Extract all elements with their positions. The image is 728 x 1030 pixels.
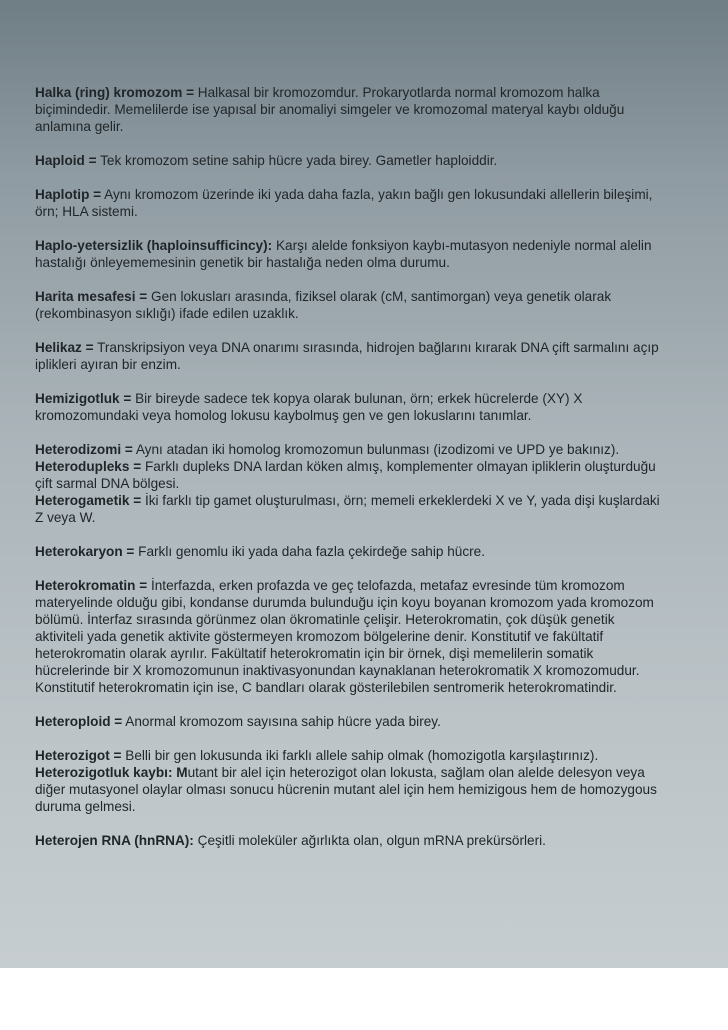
glossary-entry <box>35 339 660 373</box>
glossary-definition: Halkasal bir kromozomdur. Prokaryotlarda normal kromozom halka biçimindedir. Memelilerde ise yapısal bir anomaliyi simgeler ve kromozomal materyal kaybı olduğu anlamına gelir. <box>35 85 625 134</box>
glossary-definition: Tek kromozom setine sahip hücre yada birey. Gametler haploiddir. <box>100 153 498 168</box>
glossary-entry <box>35 237 660 271</box>
glossary-entry <box>35 288 660 322</box>
glossary-entry <box>35 441 660 458</box>
glossary-term: Heterozigot = <box>35 748 122 763</box>
glossary-definition: Farklı dupleks DNA lardan köken almış, komplementer olmayan ipliklerin oluşturduğu çift sarmal DNA bölgesi. <box>35 459 656 491</box>
glossary-definition: İnterfazda, erken profazda ve geç telofazda, metafaz evresinde tüm kromozom materyelinde olduğu gibi, kondanse durumda bulunduğu için koyu boyanan kromozom yada kromozom bölümü. İnterfaz sırasında görünmez olan ökromatinle çelişir. Heterokromatin, çok düşük genetik aktiviteli yada genetik aktivite göstermeyen kromozom bölgelerine denir. Konstitutif ve fakültatif heterokromatin olarak ayrılır. Fakültatif heterokromatin için bir örnek, dişi memelilerin somatik hücrelerinde bir X kromozomunun inaktivasyonundan kaynaklanan heterokromatik X kromozomudur. Konstitutif heterokromatin için ise, C bandları olarak gösterilebilen sentromerik heterokromatindir. <box>35 578 654 695</box>
glossary-term: Halka (ring) kromozom = <box>35 85 195 100</box>
glossary-definition: Karşı alelde fonksiyon kaybı-mutasyon nedeniyle normal alelin hastalığı önleyememesinin genetik bir hastalığa neden olma durumu. <box>35 238 652 270</box>
glossary-term: Heteroploid = <box>35 714 123 729</box>
glossary-entry <box>35 577 660 696</box>
glossary-definition: Gen lokusları arasında, fiziksel olarak (cM, santimorgan) veya genetik olarak (rekombinasyon sıklığı) ifade edilen uzaklık. <box>35 289 612 321</box>
glossary-entry <box>35 747 660 764</box>
glossary-term: Heterodupleks = <box>35 459 142 474</box>
glossary-definition: Çeşitli moleküler ağırlıkta olan, olgun mRNA prekürsörleri. <box>197 833 546 848</box>
glossary-term: Haplo-yetersizlik (haploinsufficincy): <box>35 238 273 253</box>
glossary-entry <box>35 832 660 849</box>
glossary-entry <box>35 152 660 169</box>
glossary-content <box>35 84 660 866</box>
glossary-term: Haploid = <box>35 153 97 168</box>
glossary-term: Heterokromatin = <box>35 578 148 593</box>
glossary-term: Heterodizomi = <box>35 442 133 457</box>
glossary-entry <box>35 390 660 424</box>
glossary-term: Heterokaryon = <box>35 544 135 559</box>
glossary-term: Harita mesafesi = <box>35 289 148 304</box>
glossary-definition: Aynı kromozom üzerinde iki yada daha fazla, yakın bağlı gen lokusundaki allellerin bileşimi, örn; HLA sistemi. <box>35 187 653 219</box>
glossary-definition: Aynı atadan iki homolog kromozomun bulunması (izodizomi ve UPD ye bakınız). <box>135 442 620 457</box>
glossary-term: Helikaz = <box>35 340 94 355</box>
glossary-entry <box>35 84 660 135</box>
glossary-term: Hemizigotluk = <box>35 391 132 406</box>
glossary-entry <box>35 186 660 220</box>
glossary-entry <box>35 713 660 730</box>
glossary-term: Heterogametik = <box>35 493 142 508</box>
glossary-definition: Transkripsiyon veya DNA onarımı sırasında, hidrojen bağlarını kırarak DNA çift sarmalını açıp iplikleri ayıran bir enzim. <box>35 340 659 372</box>
glossary-entry <box>35 543 660 560</box>
glossary-definition: Bir bireyde sadece tek kopya olarak bulunan, örn; erkek hücrelerde (XY) X kromozomundaki veya homolog lokusu kaybolmuş gen ve gen lokuslarını tanımlar. <box>35 391 583 423</box>
glossary-definition: Belli bir gen lokusunda iki farklı allele sahip olmak (homozigotla karşılaştırınız). <box>125 748 599 763</box>
glossary-entry <box>35 458 660 492</box>
glossary-entry <box>35 492 660 526</box>
glossary-definition: Farklı genomlu iki yada daha fazla çekirdeğe sahip hücre. <box>138 544 485 559</box>
glossary-definition: utant bir alel için heterozigot olan lokusta, sağlam olan alelde delesyon veya diğer mutasyonel olaylar olması sonucu hücrenin mutant alel için hem hemizigous hem de homozygous duruma gelmesi. <box>35 765 657 814</box>
glossary-entry <box>35 764 660 815</box>
glossary-term: Heterozigotluk kaybı: M <box>35 765 188 780</box>
glossary-definition: İki farklı tip gamet oluşturulması, örn; memeli erkeklerdeki X ve Y, yada dişi kuşlardaki Z veya W. <box>35 493 660 525</box>
glossary-term: Haplotip = <box>35 187 102 202</box>
glossary-definition: Anormal kromozom sayısına sahip hücre yada birey. <box>125 714 441 729</box>
glossary-term: Heterojen RNA (hnRNA): <box>35 833 194 848</box>
